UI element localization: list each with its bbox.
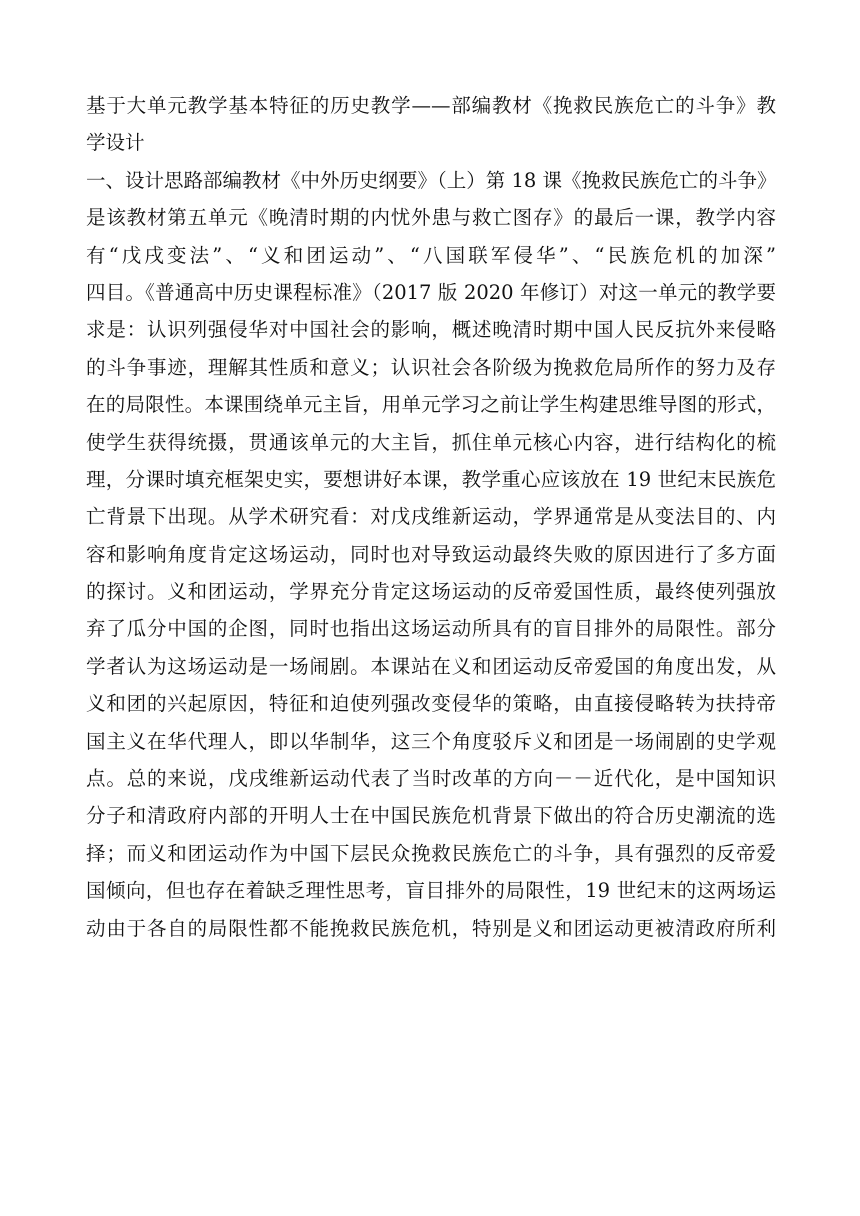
paragraph-line: 在的局限性。本课围绕单元主旨，用单元学习之前让学生构建思维导图的形式， <box>86 393 776 417</box>
paragraph-line: 的斗争事迹，理解其性质和意义；认识社会各阶级为挽救危局所作的努力及存 <box>86 355 776 379</box>
paragraph-line: 有“戊戌变法”、“义和团运动”、“八国联军侵华”、“民族危机的加深” <box>86 243 776 267</box>
paragraph-line: 一、设计思路部编教材《中外历史纲要》（上）第 18 课《挽救民族危亡的斗争》 <box>86 168 777 192</box>
paragraph-line: 亡背景下出现。从学术研究看：对戊戌维新运动，学界通常是从变法目的、内 <box>86 505 776 529</box>
paragraph-line: 弃了瓜分中国的企图，同时也指出这场运动所具有的盲目排外的局限性。部分 <box>86 617 776 641</box>
paragraph-line: 点。总的来说，戊戌维新运动代表了当时改革的方向－－近代化，是中国知识 <box>86 767 776 791</box>
paragraph-line: 的探讨。义和团运动，学界充分肯定这场运动的反帝爱国性质，最终使列强放 <box>86 580 776 604</box>
paragraph-line: 义和团的兴起原因，特征和迫使列强改变侵华的策略，由直接侵略转为扶持帝 <box>86 692 776 716</box>
document-body <box>86 87 776 947</box>
paragraph-line: 动由于各自的局限性都不能挽救民族危机，特别是义和团运动更被清政府所利 <box>86 916 776 940</box>
paragraph-line: 理，分课时填充框架史实，要想讲好本课，教学重心应该放在 19 世纪末民族危 <box>86 467 776 491</box>
paragraph-line: 学者认为这场运动是一场闹剧。本课站在义和团运动反帝爱国的角度出发，从 <box>86 654 776 678</box>
paragraph-line: 是该教材第五单元《晚清时期的内忧外患与救亡图存》的最后一课，教学内容 <box>86 206 776 230</box>
paragraph-line: 使学生获得统摄，贯通该单元的大主旨，抓住单元核心内容，进行结构化的梳 <box>86 430 776 454</box>
title-line-2: 学设计 <box>86 131 145 155</box>
paragraph-line: 国倾向，但也存在着缺乏理性思考，盲目排外的局限性，19 世纪末的这两场运 <box>86 879 776 903</box>
paragraph-line: 四目。《普通高中历史课程标准》（2017 版 2020 年修订）对这一单元的教学要 <box>86 280 776 304</box>
paragraph-line: 国主义在华代理人，即以华制华，这三个角度驳斥义和团是一场闹剧的史学观 <box>86 729 776 753</box>
title-line-1: 基于大单元教学基本特征的历史教学——部编教材《挽救民族危亡的斗争》教 <box>86 94 776 117</box>
paragraph-line: 求是：认识列强侵华对中国社会的影响，概述晚清时期中国人民反抗外来侵略 <box>86 318 776 342</box>
paragraph-line: 分子和清政府内部的开明人士在中国民族危机背景下做出的符合历史潮流的选 <box>86 804 776 828</box>
paragraph-line: 择；而义和团运动作为中国下层民众挽救民族危亡的斗争，具有强烈的反帝爱 <box>86 841 776 865</box>
paragraph-line: 容和影响角度肯定这场运动，同时也对导致运动最终失败的原因进行了多方面 <box>86 542 776 566</box>
